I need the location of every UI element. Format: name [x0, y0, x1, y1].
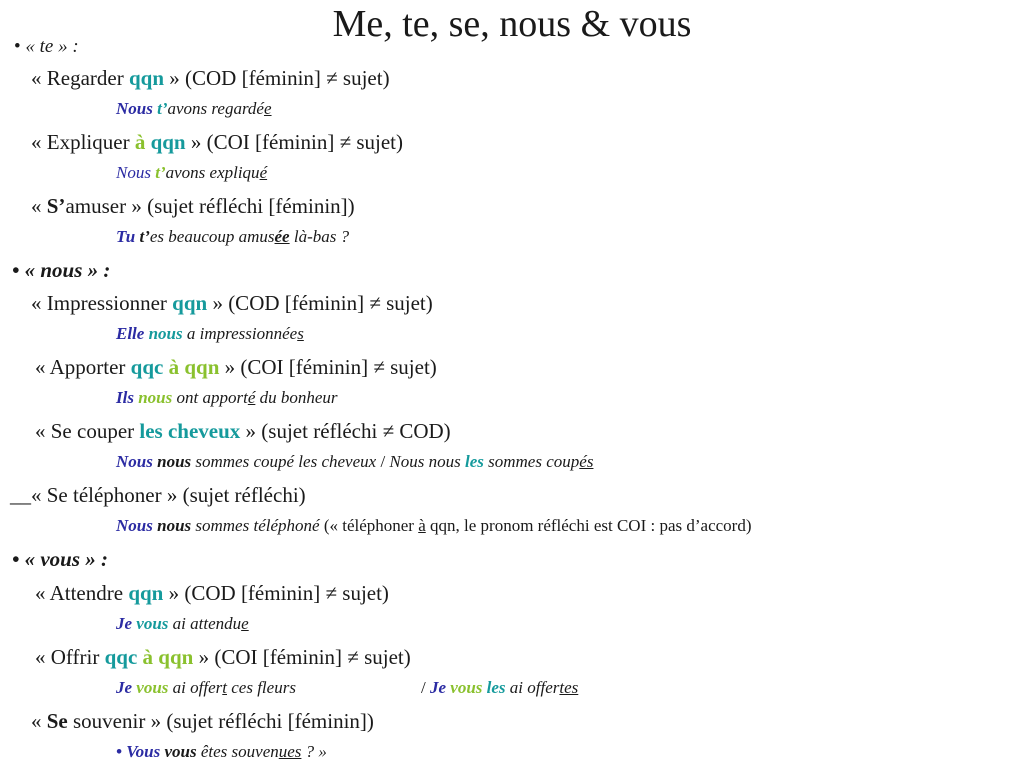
rule-text: » (COD [féminin] ≠ sujet): [164, 66, 390, 90]
example-subject: Nous: [116, 516, 153, 535]
example-note: (« téléphoner: [319, 516, 419, 535]
example-object-pronoun: les: [482, 678, 506, 697]
example-subject: Tu: [116, 227, 136, 246]
rule-apporter: [35, 354, 437, 380]
example-separator: /: [380, 452, 390, 471]
rule-regarder: [31, 65, 390, 91]
example-text: ces fleurs: [227, 678, 296, 697]
rule-text: » (COI [féminin] ≠ sujet): [185, 130, 404, 154]
example-offrir: [116, 677, 296, 699]
example-agreement: é: [259, 163, 268, 182]
example-pronoun: nous: [152, 452, 192, 471]
rule-text: souvenir » (sujet réfléchi [féminin]): [67, 709, 374, 733]
rule-offrir: [35, 644, 411, 670]
example-samuser: [116, 226, 349, 248]
example-se-telephoner: [116, 515, 752, 537]
example-agreement: s: [297, 324, 304, 343]
example-verb: ai offer: [168, 678, 223, 697]
example-agreement: e: [241, 614, 249, 633]
example-text: ? »: [301, 742, 327, 761]
section-vous-heading: • « vous » :: [12, 547, 109, 571]
example-subject: Nous: [116, 99, 153, 118]
example-offrir-alt: [421, 677, 578, 699]
bullet: •: [14, 36, 21, 57]
rule-text: «: [31, 709, 47, 733]
example-agreement: é: [247, 388, 256, 407]
rule-indirect-object: à qqn: [168, 355, 220, 379]
rule-text: « Expliquer: [31, 130, 135, 154]
rule-text: « Regarder: [31, 66, 129, 90]
rule-text: amuser » (sujet réfléchi [féminin]): [65, 194, 355, 218]
rule-text: » (COD [féminin] ≠ sujet): [163, 581, 389, 605]
rule-text: «: [31, 194, 47, 218]
page-title: Me, te, se, nous & vous: [332, 3, 692, 45]
rule-text: « Apporter: [35, 355, 131, 379]
rule-se-souvenir: [31, 708, 374, 734]
example-separator: /: [421, 678, 430, 697]
example-pronoun: vous: [132, 614, 169, 633]
example-verb: ai offer: [505, 678, 560, 697]
example-impressionner: [116, 323, 304, 345]
example-verb: avons expliqu: [165, 163, 260, 182]
rule-object: qqn: [150, 130, 186, 154]
rule-text: « Impressionner: [31, 291, 173, 315]
example-note-preposition: à: [418, 516, 426, 535]
example-se-couper: [116, 451, 593, 473]
example-pronoun: vous: [160, 742, 197, 761]
rule-text: » (COI [féminin] ≠ sujet): [193, 645, 411, 669]
example-subject: Elle: [116, 324, 145, 343]
example-pronoun: nous: [133, 388, 173, 407]
example-pronoun: t’: [135, 227, 150, 246]
rule-object: qqn: [172, 291, 208, 315]
example-pronoun: t’: [155, 163, 166, 182]
example-pronoun: vous: [446, 678, 483, 697]
example-attendre: [116, 613, 249, 635]
example-subject: • Vous: [116, 742, 161, 761]
section-te-label: « te » :: [25, 36, 79, 57]
example-verb: ont apport: [172, 388, 248, 407]
example-subject: Je: [116, 678, 133, 697]
example-verb: sommes téléphoné: [191, 516, 320, 535]
rule-se-couper: [35, 418, 451, 444]
rule-object: qqc: [130, 355, 164, 379]
example-pronoun: vous: [132, 678, 169, 697]
example-agreement: és: [579, 452, 594, 471]
section-nous-heading: • « nous » :: [12, 258, 111, 282]
example-verb: sommes coupé les cheveux: [191, 452, 381, 471]
rule-reflexive: S’: [46, 194, 66, 218]
rule-reflexive: Se: [46, 709, 68, 733]
rule-indirect-object: à qqn: [142, 645, 194, 669]
example-agreement: tes: [559, 678, 579, 697]
example-subject: Je: [116, 614, 133, 633]
example-pronoun: t’: [152, 99, 168, 118]
rule-text: « Se couper: [35, 419, 140, 443]
example-text: là-bas ?: [289, 227, 350, 246]
example-verb: ai attendu: [168, 614, 242, 633]
example-expliquer: [116, 162, 267, 184]
section-te-heading: [14, 34, 79, 60]
rule-attendre: [35, 580, 389, 606]
example-text: du bonheur: [255, 388, 338, 407]
example-subject: Ils: [116, 388, 134, 407]
rule-object: qqn: [128, 66, 165, 90]
example-text: Nous nous: [389, 452, 465, 471]
example-verb: a impressionnée: [182, 324, 298, 343]
rule-text: » (sujet réfléchi ≠ COD): [240, 419, 451, 443]
example-subject: Nous: [116, 163, 156, 182]
example-object-pronoun: les: [465, 452, 484, 471]
example-agreement: e: [263, 99, 272, 118]
rule-text: » (COD [féminin] ≠ sujet): [207, 291, 433, 315]
example-pronoun: nous: [144, 324, 183, 343]
rule-expliquer: [31, 129, 403, 155]
example-regarder: [116, 98, 272, 120]
example-agreement: t: [222, 678, 227, 697]
rule-object: les cheveux: [139, 419, 241, 443]
example-apporter: [116, 387, 338, 409]
example-subject: Nous: [116, 452, 153, 471]
example-verb: sommes coup: [483, 452, 580, 471]
example-agreement: ues: [278, 742, 302, 761]
rule-object: qqn: [128, 581, 164, 605]
rule-samuser: [31, 193, 355, 219]
example-verb: êtes souven: [196, 742, 279, 761]
example-agreement: ée: [274, 227, 290, 246]
rule-text: « Attendre: [35, 581, 129, 605]
rule-text: « Offrir: [35, 645, 105, 669]
example-verb: es beaucoup amus: [149, 227, 275, 246]
rule-se-telephoner: __« Se téléphoner » (sujet réfléchi): [10, 483, 306, 507]
rule-object: qqc: [104, 645, 138, 669]
rule-preposition: à: [134, 130, 146, 154]
example-verb: avons regardé: [167, 99, 264, 118]
example-se-souvenir: [116, 741, 327, 763]
rule-text: » (COI [féminin] ≠ sujet): [219, 355, 437, 379]
example-note: qqn, le pronom réfléchi est COI : pas d’accord): [425, 516, 752, 535]
example-pronoun: nous: [152, 516, 192, 535]
example-subject: Je: [429, 678, 447, 697]
rule-impressionner: [31, 290, 433, 316]
